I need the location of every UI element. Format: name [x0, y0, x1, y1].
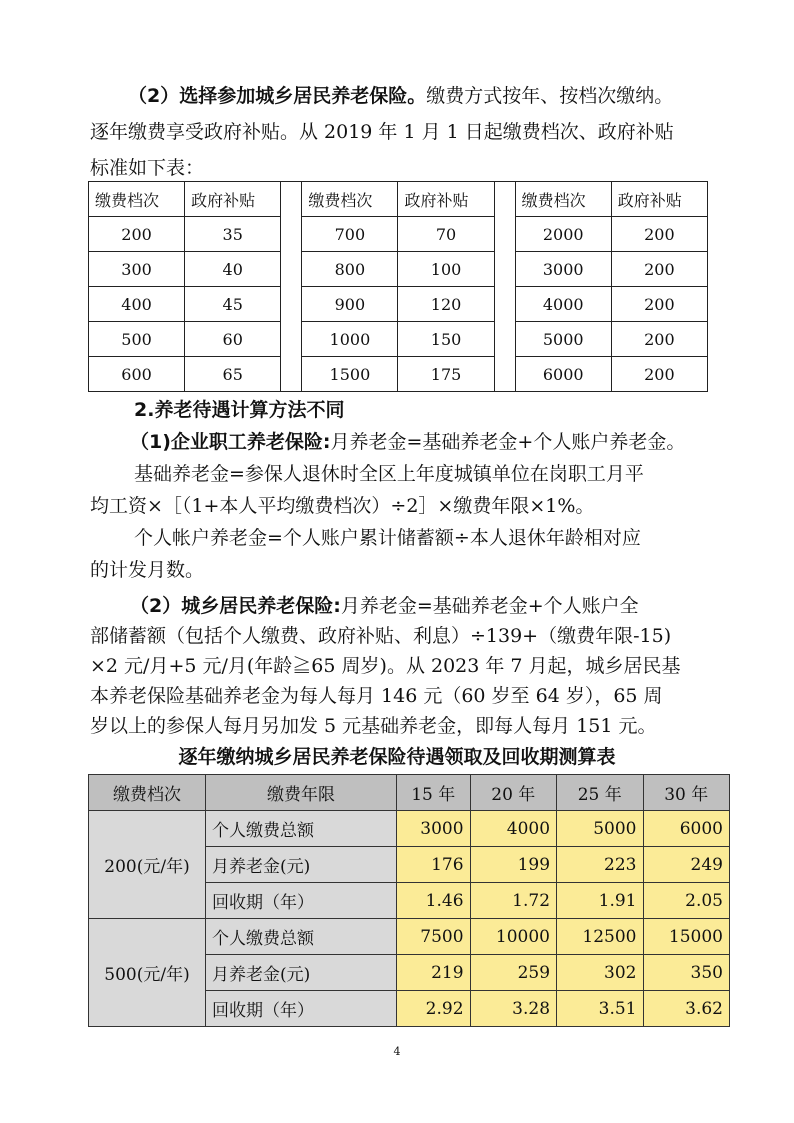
table-cell: 2.05 — [643, 883, 730, 919]
table-cell: 70 — [398, 217, 494, 252]
table-cell: 4000 — [515, 287, 611, 322]
resident-pension-line2: 部储蓄额（包括个人缴费、政府补贴、利息）÷139+（缴费年限-15) — [90, 625, 672, 647]
header-years: 缴费年限 — [206, 775, 397, 811]
table-cell: 200 — [611, 252, 707, 287]
table-cell: 60 — [185, 322, 281, 357]
table-cell: 5000 — [515, 322, 611, 357]
table-cell: 200 — [611, 287, 707, 322]
pension-enterprise-text: 月养老金=基础养老金+个人账户养老金。 — [330, 431, 686, 453]
row-label: 月养老金(元) — [206, 847, 397, 883]
table-cell: 45 — [185, 287, 281, 322]
table-cell: 3.62 — [643, 991, 730, 1027]
header-level-3: 缴费档次 — [515, 182, 611, 217]
table-row — [89, 217, 708, 252]
table-cell: 302 — [557, 955, 643, 991]
table-cell: 40 — [185, 252, 281, 287]
level-200: 200(元/年) — [89, 811, 206, 919]
table-cell: 400 — [89, 287, 185, 322]
table-cell: 10000 — [470, 919, 556, 955]
table-row — [89, 357, 708, 392]
table-row — [89, 919, 730, 955]
calc-table-title: 逐年缴纳城乡居民养老保险待遇领取及回收期测算表 — [178, 746, 616, 768]
table-cell: 1500 — [302, 357, 398, 392]
table-cell: 900 — [302, 287, 398, 322]
row-label: 月养老金(元) — [206, 955, 397, 991]
row-label: 回收期（年） — [206, 883, 397, 919]
header-level-1: 缴费档次 — [89, 182, 185, 217]
table-cell: 65 — [185, 357, 281, 392]
table-cell: 176 — [397, 847, 471, 883]
personal-account-line2: 的计发月数。 — [90, 559, 205, 581]
table-cell: 300 — [89, 252, 185, 287]
resident-pension-line5: 岁以上的参保人每月另加发 5 元基础养老金，即每人每月 151 元。 — [90, 715, 657, 737]
table-cell: 2000 — [515, 217, 611, 252]
table-cell: 100 — [398, 252, 494, 287]
header-level-2: 缴费档次 — [302, 182, 398, 217]
table-cell: 259 — [470, 955, 556, 991]
table-cell: 1.46 — [397, 883, 471, 919]
table-row — [89, 322, 708, 357]
table-cell: 6000 — [643, 811, 730, 847]
section2-text: 缴费方式按年、按档次缴纳。 — [426, 85, 674, 107]
table-cell: 1.91 — [557, 883, 643, 919]
header-subsidy-3: 政府补贴 — [611, 182, 707, 217]
row-label: 个人缴费总额 — [206, 919, 397, 955]
table-cell: 35 — [185, 217, 281, 252]
table-cell: 500 — [89, 322, 185, 357]
table-cell: 3000 — [515, 252, 611, 287]
section2-line1 — [90, 78, 715, 114]
subsidy-header-row — [89, 182, 708, 217]
table-cell: 1.72 — [470, 883, 556, 919]
table-cell: 200 — [611, 357, 707, 392]
table-cell: 350 — [643, 955, 730, 991]
header-level: 缴费档次 — [89, 775, 206, 811]
table-cell: 219 — [397, 955, 471, 991]
header-year-20: 20 年 — [470, 775, 556, 811]
table-cell: 7500 — [397, 919, 471, 955]
table-cell: 5000 — [557, 811, 643, 847]
header-year-15: 15 年 — [397, 775, 471, 811]
basic-pension-line1: 基础养老金=参保人退休时全区上年度城镇单位在岗职工月平 — [134, 463, 644, 485]
page-number: 4 — [393, 1045, 401, 1058]
personal-account-line1: 个人帐户养老金=个人账户累计储蓄额÷本人退休年龄相对应 — [134, 527, 641, 549]
table-cell: 175 — [398, 357, 494, 392]
resident-pension-line4: 本养老保险基础养老金为每人每月 146 元（60 岁至 64 岁），65 周 — [90, 685, 663, 707]
table-row — [89, 287, 708, 322]
table-cell: 249 — [643, 847, 730, 883]
header-subsidy-2: 政府补贴 — [398, 182, 494, 217]
table-cell: 4000 — [470, 811, 556, 847]
section-heading: 2.养老待遇计算方法不同 — [134, 399, 345, 421]
table-cell: 15000 — [643, 919, 730, 955]
column-gap — [494, 182, 515, 392]
resident-pension-text: 月养老金=基础养老金+个人账户全 — [340, 595, 639, 617]
pension-enterprise-line — [90, 426, 715, 458]
pension-enterprise-heading: （1)企业职工养老保险: — [130, 431, 331, 453]
header-subsidy-1: 政府补贴 — [185, 182, 281, 217]
header-year-25: 25 年 — [557, 775, 643, 811]
table-cell: 6000 — [515, 357, 611, 392]
table-cell: 223 — [557, 847, 643, 883]
table-cell: 200 — [89, 217, 185, 252]
section2-heading: （2）选择参加城乡居民养老保险。 — [128, 85, 427, 107]
table-row — [89, 811, 730, 847]
section2-line3: 标准如下表： — [90, 157, 205, 179]
table-cell: 200 — [611, 322, 707, 357]
table-cell: 600 — [89, 357, 185, 392]
table-cell: 2.92 — [397, 991, 471, 1027]
table-cell: 150 — [398, 322, 494, 357]
table-cell: 200 — [611, 217, 707, 252]
calc-header-row — [89, 775, 730, 811]
basic-pension-line2: 均工资×［（1+本人平均缴费档次）÷2］×缴费年限×1%。 — [90, 495, 595, 517]
resident-pension-heading: （2）城乡居民养老保险: — [130, 595, 341, 617]
section2-line2: 逐年缴费享受政府补贴。从 2019 年 1 月 1 日起缴费档次、政府补贴 — [90, 121, 674, 143]
subsidy-table — [88, 181, 708, 392]
table-cell: 120 — [398, 287, 494, 322]
table-row — [89, 252, 708, 287]
row-label: 回收期（年） — [206, 991, 397, 1027]
table-cell: 1000 — [302, 322, 398, 357]
table-cell: 3.28 — [470, 991, 556, 1027]
column-gap — [281, 182, 302, 392]
table-cell: 12500 — [557, 919, 643, 955]
resident-pension-line1 — [90, 590, 715, 622]
resident-pension-line3: ×2 元/月+5 元/月(年龄≧65 周岁)。从 2023 年 7 月起，城乡居民基 — [90, 655, 681, 677]
header-year-30: 30 年 — [643, 775, 730, 811]
level-500: 500(元/年) — [89, 919, 206, 1027]
table-cell: 199 — [470, 847, 556, 883]
calc-table — [88, 774, 730, 1027]
table-cell: 3.51 — [557, 991, 643, 1027]
table-cell: 700 — [302, 217, 398, 252]
row-label: 个人缴费总额 — [206, 811, 397, 847]
table-cell: 3000 — [397, 811, 471, 847]
table-cell: 800 — [302, 252, 398, 287]
